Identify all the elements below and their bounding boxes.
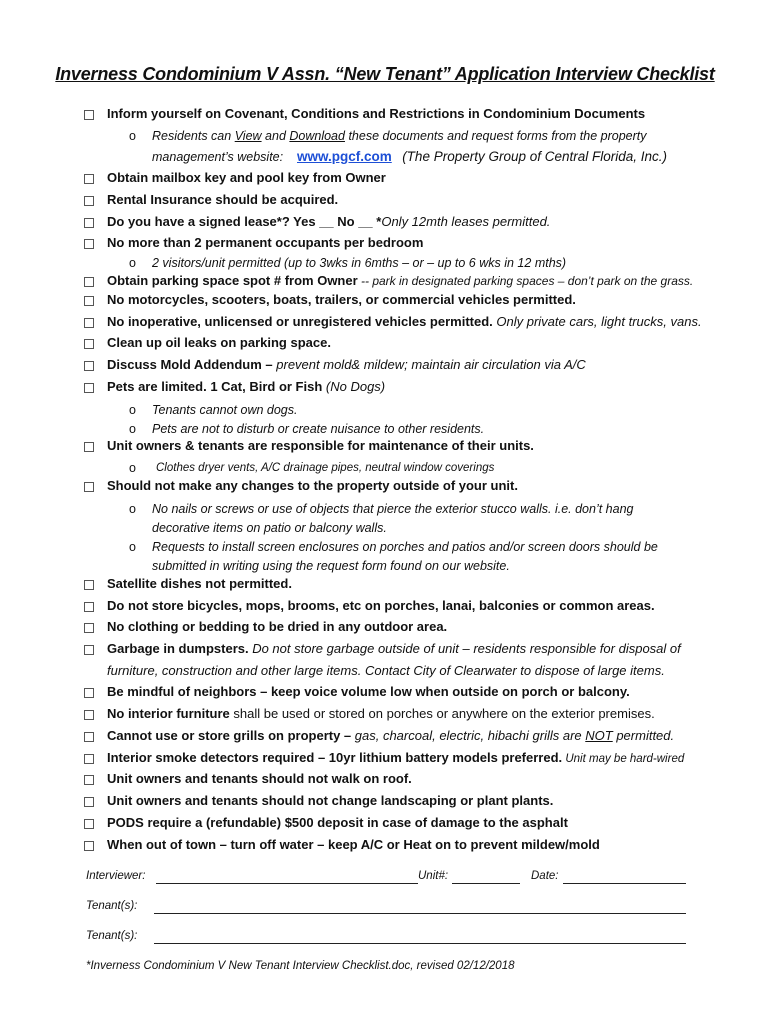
- checkbox-oil-leaks[interactable]: [84, 339, 94, 349]
- checkbox-out-of-town[interactable]: [84, 841, 94, 851]
- checkbox-property-changes[interactable]: [84, 482, 94, 492]
- checkbox-garbage[interactable]: [84, 645, 94, 655]
- item-garbage: Garbage in dumpsters. Do not store garbage outside of unit – residents responsible for disposal of: [107, 641, 681, 656]
- item-oil-leaks: Clean up oil leaks on parking space.: [107, 335, 331, 350]
- checkbox-mailbox-key[interactable]: [84, 174, 94, 184]
- tenant2-label: Tenant(s):: [86, 930, 138, 942]
- checkbox-inoperative-vehicles[interactable]: [84, 318, 94, 328]
- item-mold: Discuss Mold Addendum – prevent mold& mildew; maintain air circulation via A/C: [107, 357, 586, 372]
- item-inoperative-vehicles: No inoperative, unlicensed or unregistered vehicles permitted. Only private cars, light trucks, vans.: [107, 314, 702, 329]
- checkbox-motorcycles[interactable]: [84, 296, 94, 306]
- bullet-icon: o: [129, 422, 136, 436]
- item-furniture: No interior furniture shall be used or stored on porches or anywhere on the exterior premises.: [107, 706, 655, 721]
- item-garbage-line2: furniture, construction and other large items. Contact City of Clearwater to dispose of large items.: [107, 663, 665, 678]
- checkbox-signed-lease[interactable]: [84, 218, 94, 228]
- item-neighbors: Be mindful of neighbors – keep voice volume low when outside on porch or balcony.: [107, 684, 630, 699]
- sub-item-no-nails-1: No nails or screws or use of objects that pierce the exterior stucco walls. i.e. don’t hang: [152, 502, 634, 516]
- checkbox-smoke-detectors[interactable]: [84, 754, 94, 764]
- checkbox-parking[interactable]: [84, 277, 94, 287]
- sub-item-screen-2: submitted in writing using the request form found on our website.: [152, 559, 510, 573]
- checkbox-storage[interactable]: [84, 602, 94, 612]
- item-parking: Obtain parking space spot # from Owner -- park in designated parking spaces – don’t park on the grass.: [107, 273, 694, 288]
- item-roof: Unit owners and tenants should not walk on roof.: [107, 771, 412, 786]
- item-maintenance: Unit owners & tenants are responsible for maintenance of their units.: [107, 438, 534, 453]
- date-label: Date:: [531, 870, 559, 882]
- item-property-changes: Should not make any changes to the property outside of your unit.: [107, 478, 518, 493]
- bullet-icon: o: [129, 256, 136, 270]
- sub-item-no-dogs: Tenants cannot own dogs.: [152, 403, 298, 417]
- checkbox-clothing[interactable]: [84, 623, 94, 633]
- checkbox-covenant[interactable]: [84, 110, 94, 120]
- item-landscaping: Unit owners and tenants should not change landscaping or plant plants.: [107, 793, 554, 808]
- checkbox-mold[interactable]: [84, 361, 94, 371]
- interviewer-label: Interviewer:: [86, 870, 146, 882]
- checkbox-furniture[interactable]: [84, 710, 94, 720]
- item-motorcycles: No motorcycles, scooters, boats, trailers, or commercial vehicles permitted.: [107, 292, 576, 307]
- interviewer-field[interactable]: [156, 883, 418, 884]
- checkbox-pods[interactable]: [84, 819, 94, 829]
- checkbox-rental-insurance[interactable]: [84, 196, 94, 206]
- item-satellite: Satellite dishes not permitted.: [107, 576, 292, 591]
- tenant1-field[interactable]: [154, 913, 686, 914]
- checkbox-maintenance[interactable]: [84, 442, 94, 452]
- checkbox-neighbors[interactable]: [84, 688, 94, 698]
- item-grills: Cannot use or store grills on property – gas, charcoal, electric, hibachi grills are NOT permitted.: [107, 728, 675, 743]
- item-clothing: No clothing or bedding to be dried in any outdoor area.: [107, 619, 448, 634]
- checkbox-pets[interactable]: [84, 383, 94, 393]
- item-mailbox-key: Obtain mailbox key and pool key from Owner: [107, 170, 386, 185]
- checkbox-grills[interactable]: [84, 732, 94, 742]
- bullet-icon: o: [129, 461, 136, 475]
- sub-item-documents: Residents can View and Download these documents and request forms from the property: [152, 129, 647, 143]
- footer-note: *Inverness Condominium V New Tenant Interview Checklist.doc, revised 02/12/2018: [86, 960, 515, 972]
- unit-field[interactable]: [452, 883, 520, 884]
- sub-item-screen-1: Requests to install screen enclosures on porches and patios and/or screen doors should be: [152, 540, 658, 554]
- bullet-icon: o: [129, 540, 136, 554]
- checkbox-landscaping[interactable]: [84, 797, 94, 807]
- checkbox-roof[interactable]: [84, 775, 94, 785]
- bullet-icon: o: [129, 502, 136, 516]
- item-rental-insurance: Rental Insurance should be acquired.: [107, 192, 339, 207]
- website-link[interactable]: www.pgcf.com: [297, 149, 392, 164]
- tenant2-field[interactable]: [154, 943, 686, 944]
- item-signed-lease: Do you have a signed lease*? Yes __ No __ *Only 12mth leases permitted.: [107, 214, 551, 229]
- tenant1-label: Tenant(s):: [86, 900, 138, 912]
- item-pets: Pets are limited. 1 Cat, Bird or Fish (No Dogs): [107, 379, 386, 394]
- bullet-icon: o: [129, 129, 136, 143]
- item-occupants: No more than 2 permanent occupants per bedroom: [107, 235, 424, 250]
- sub-item-website: management’s website: www.pgcf.com (The Property Group of Central Florida, Inc.): [152, 149, 668, 164]
- date-field[interactable]: [563, 883, 686, 884]
- item-pods: PODS require a (refundable) $500 deposit in case of damage to the asphalt: [107, 815, 568, 830]
- page-title: Inverness Condominium V Assn. “New Tenant” Application Interview Checklist: [55, 64, 715, 84]
- sub-item-pet-nuisance: Pets are not to disturb or create nuisance to other residents.: [152, 422, 485, 436]
- sub-item-dryer-vents: Clothes dryer vents, A/C drainage pipes, neutral window coverings: [156, 462, 495, 474]
- item-smoke-detectors: Interior smoke detectors required – 10yr lithium battery models preferred. Unit may be hard-wired: [107, 750, 685, 765]
- bullet-icon: o: [129, 403, 136, 417]
- sub-item-visitors: 2 visitors/unit permitted (up to 3wks in 6mths – or – up to 6 wks in 12 mths): [152, 256, 567, 270]
- unit-label: Unit#:: [418, 870, 449, 882]
- checkbox-satellite[interactable]: [84, 580, 94, 590]
- checkbox-occupants[interactable]: [84, 239, 94, 249]
- item-out-of-town: When out of town – turn off water – keep A/C or Heat on to prevent mildew/mold: [107, 837, 600, 852]
- item-storage: Do not store bicycles, mops, brooms, etc on porches, lanai, balconies or common areas.: [107, 598, 655, 613]
- sub-item-no-nails-2: decorative items on patio or balcony walls.: [152, 521, 387, 535]
- item-covenant: Inform yourself on Covenant, Conditions and Restrictions in Condominium Documents: [107, 106, 646, 121]
